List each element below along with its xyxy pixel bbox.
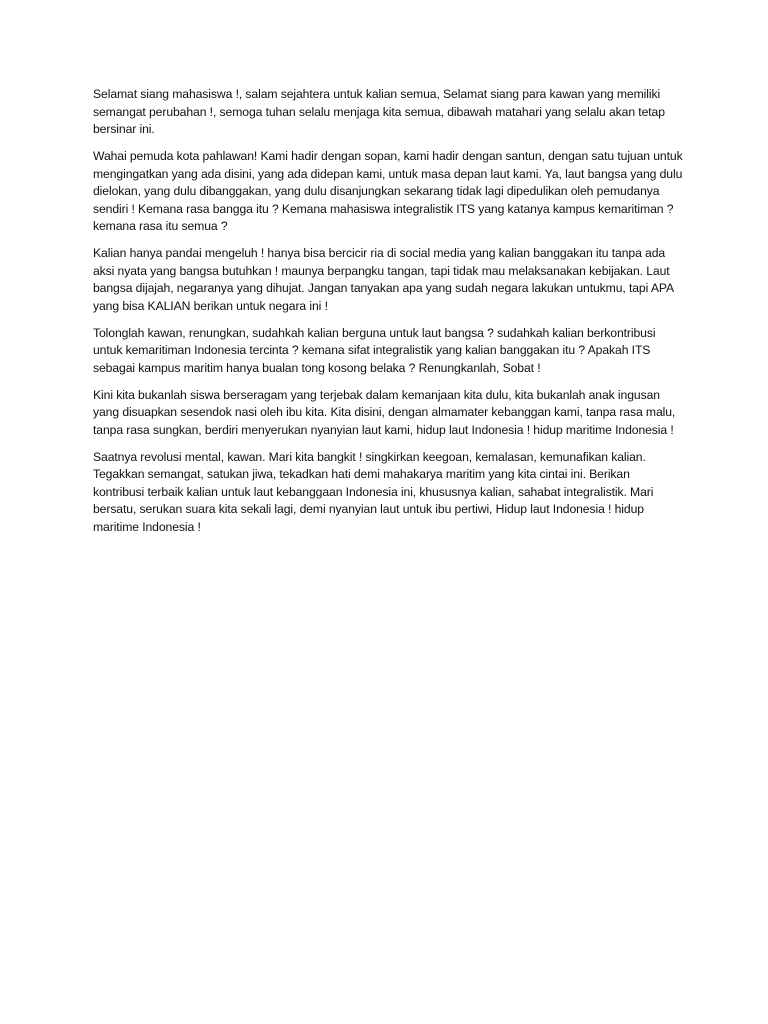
paragraph-6: Saatnya revolusi mental, kawan. Mari kita bangkit ! singkirkan keegoan, kemalasan, kemunafikan kalian. Tegakkan semangat, satukan jiwa, tekadkan hati demi mahakarya maritim yang kita cintai ini. Berikan kontribusi terbaik kalian untuk laut kebanggaan Indonesia ini, khususnya kalian, sahabat integralistik. Mari bersatu, serukan suara kita sekali lagi, demi nyanyian laut untuk ibu pertiwi, Hidup laut Indonesia ! hidup maritime Indonesia !: [93, 449, 654, 534]
paragraph-4: Tolonglah kawan, renungkan, sudahkah kalian berguna untuk laut bangsa ? sudahkah kalian berkontribusi untuk kemaritiman Indonesia tercinta ? kemana sifat integralistik yang kalian banggakan itu ? Apakah ITS sebagai kampus maritim hanya bualan tong kosong belaka ? Renungkanlah, Sobat !: [93, 325, 656, 375]
paragraph-3: Kalian hanya pandai mengeluh ! hanya bisa bercicir ria di social media yang kalian banggakan itu tanpa ada aksi nyata yang bangsa butuhkan ! maunya berpangku tangan, tapi tidak mau melaksanakan kebijakan. Laut bangsa dijajah, negaranya yang dihujat. Jangan tanyakan apa yang sudah negara lakukan untukmu, tapi APA yang bisa KALIAN berikan untuk negara ini !: [93, 246, 674, 313]
document-body: [93, 86, 683, 546]
paragraph-1: Selamat siang mahasiswa !, salam sejahtera untuk kalian semua, Selamat siang para kawan yang memiliki semangat perubahan !, semoga tuhan selalu menjaga kita semua, dibawah matahari yang selalu akan tetap bersinar ini.: [93, 87, 665, 136]
paragraph-2: Wahai pemuda kota pahlawan! Kami hadir dengan sopan, kami hadir dengan santun, dengan satu tujuan untuk mengingatkan yang ada disini, yang ada didepan kami, untuk masa depan laut kami. Ya, laut bangsa yang dulu dielokan, yang dulu dibanggakan, yang dulu disanjungkan sekarang tidak lagi dipedulikan oleh pemudanya sendiri ! Kemana rasa bangga itu ? Kemana mahasiswa integralistik ITS yang katanya kampus kemaritiman ? kemana rasa itu semua ?: [93, 149, 683, 233]
paragraph-5: Kini kita bukanlah siswa berseragam yang terjebak dalam kemanjaan kita dulu, kita bukanlah anak ingusan yang disuapkan sesendok nasi oleh ibu kita. Kita disini, dengan almamater kebanggan kami, tanpa rasa malu, tanpa rasa sungkan, berdiri menyerukan nyanyian laut kami, hidup laut Indonesia ! hidup maritime Indonesia !: [93, 387, 676, 437]
